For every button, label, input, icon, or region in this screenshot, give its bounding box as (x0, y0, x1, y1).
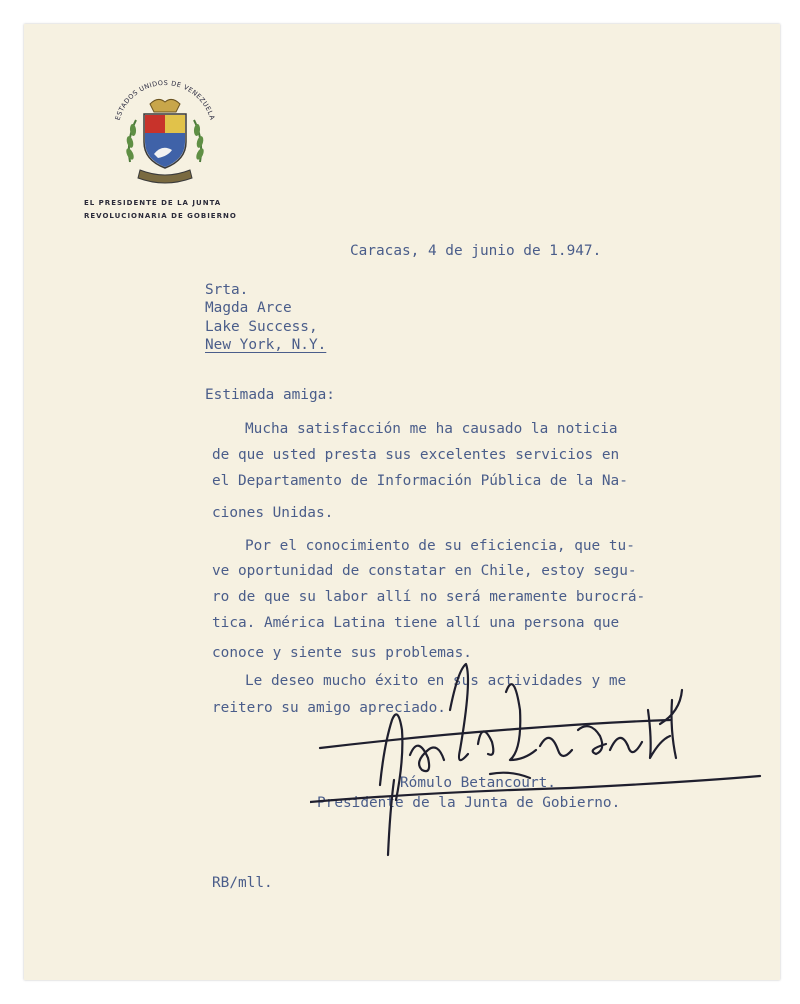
letterhead-arc-text: ESTADOS UNIDOS DE VENEZUELA (113, 78, 217, 122)
letterhead-line-2: REVOLUCIONARIA DE GOBIERNO (84, 212, 237, 220)
body-line: Por el conocimiento de su eficiencia, que tu- (245, 538, 635, 554)
signer-title: Presidente de la Junta de Gobierno. (317, 795, 621, 811)
body-line: ciones Unidas. (212, 505, 334, 521)
body-line: conoce y siente sus problemas. (212, 645, 472, 661)
body-line: de que usted presta sus excelentes servicios en (212, 447, 620, 463)
recipient-city: New York, N.Y. (205, 337, 327, 353)
body-line: ve oportunidad de constatar en Chile, estoy segu- (212, 563, 637, 579)
handwritten-signature (310, 650, 770, 860)
recipient-place: Lake Success, (205, 319, 318, 335)
body-line: Mucha satisfacción me ha causado la noticia (245, 421, 618, 437)
coat-of-arms-icon (100, 70, 230, 200)
signer-name: Rómulo Betancourt. (400, 775, 556, 791)
date-line: Caracas, 4 de junio de 1.947. (350, 243, 602, 259)
greeting: Estimada amiga: (205, 387, 335, 403)
recipient-title: Srta. (205, 282, 249, 298)
body-line: reitero su amigo apreciado. (212, 700, 446, 716)
body-line: el Departamento de Información Pública de la Na- (212, 473, 628, 489)
typist-initials: RB/mll. (212, 875, 273, 891)
body-line: ro de que su labor allí no será meramente burocrá- (212, 589, 646, 605)
body-line: tica. América Latina tiene allí una persona que (212, 615, 620, 631)
recipient-name: Magda Arce (205, 300, 292, 316)
body-line: Le deseo mucho éxito en sus actividades y me (245, 673, 627, 689)
letterhead-line-1: EL PRESIDENTE DE LA JUNTA (84, 199, 222, 207)
